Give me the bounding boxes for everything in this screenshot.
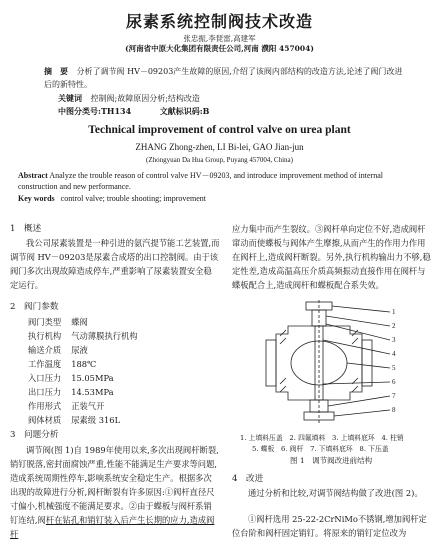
section-2-title: 2 阀门参数 — [10, 302, 59, 312]
clc-value: TH134 — [100, 106, 132, 116]
figure-1-legend-line-2: 5. 蝶板 6. 阀杆 7. 下填料底环 8. 下压盖 — [252, 445, 389, 453]
parameter-row — [28, 315, 148, 329]
clc-label: 中图分类号: — [58, 106, 101, 116]
section-3-text: 调节阀(图 1)自 1989年使用以来,多次出现阀杆断裂,销钉脱落,密封面腐蚀严重,性能不能满足生产要求等问题,造成系统周期性停车,影响系统安全稳定生产。根据多次出现的故障进行分析,阀杆断裂有许多原因:①阀杆直径尺寸偏小,机械强度不能满足要求。②由于蝶板与阀杆系销钉连结,阀 — [10, 445, 219, 525]
section-4-item-1: ①阀杆选用 25-22-2CrNiMo不锈钢,增加阀杆定位台阶和阀杆固定销钉。将原来的销钉定位改为 — [232, 514, 427, 538]
doc-code-value: B — [202, 106, 210, 116]
figure-1-legend-line-1: 1. 上填料压盖 2. 四氟填料 3. 上填料底环 4. 柱销 — [240, 434, 404, 442]
section-3-title: 3 问题分析 — [10, 430, 59, 440]
parameter-value: 气动薄膜执行机构 — [71, 331, 138, 341]
parameter-name: 输送介质 — [28, 345, 62, 355]
parameter-name: 作用形式 — [28, 401, 62, 411]
parameter-name: 阀门类型 — [28, 317, 62, 327]
parameter-row — [28, 385, 148, 399]
parameter-row — [28, 329, 148, 343]
affiliation-cn: (河南省中原大化集团有限责任公司,河南 濮阳 457004) — [125, 44, 314, 53]
parameter-name: 执行机构 — [28, 331, 62, 341]
parameter-value: 188℃ — [71, 359, 97, 369]
parameter-name: 出口压力 — [28, 387, 62, 397]
figure-callout-5: 5 — [392, 364, 396, 372]
section-3-body — [10, 443, 220, 541]
parameter-row — [28, 343, 148, 357]
figure-callout-2: 2 — [392, 322, 396, 330]
parameter-name: 阀体材质 — [28, 415, 62, 425]
authors-cn: 张忠振,李琵雷,高建军 — [183, 34, 256, 43]
parameter-name: 入口压力 — [28, 373, 62, 383]
section-4-title: 4 改进 — [232, 474, 264, 484]
keywords-en — [18, 193, 423, 204]
paper-title-cn: 尿素系统控制阀技术改造 — [125, 12, 313, 31]
classification-cn — [58, 105, 418, 118]
section-1-body: 我公司尿素装置是一种引进的氨汽提节能工艺装置,而调节阀 HV－09203是尿素合成塔的出口控制阀。由于该阀门多次出现故障造成停车,严重影响了尿素装置安全稳定运行。 — [10, 238, 220, 290]
keywords-cn — [58, 92, 418, 105]
parameter-table — [28, 315, 148, 427]
parameter-row — [28, 399, 148, 413]
abstract-cn-label: 摘 要 — [44, 66, 68, 76]
figure-callout-4: 4 — [392, 350, 396, 358]
abstract-en — [18, 170, 423, 192]
section-3-text-underlined: 杆在钻孔和销钉装入后产生长期的应力,造成阀杆 — [10, 515, 215, 539]
paper-title-en: Technical improvement of control valve on urea plant — [88, 124, 351, 136]
figure-callout-3: 3 — [392, 336, 396, 344]
figure-1-valve-diagram — [258, 300, 403, 428]
keywords-cn-text: 控制阀;故障原因分析;结构改造 — [90, 94, 200, 103]
parameter-name: 工作温度 — [28, 359, 62, 369]
parameter-value: 14.53MPa — [71, 387, 114, 397]
section-1-title: 1 概述 — [10, 224, 42, 234]
parameter-row — [28, 357, 148, 371]
abstract-en-label: Abstract — [18, 171, 48, 180]
affiliation-en: (Zhongyuan Da Hua Group, Puyang 457004, China) — [146, 156, 293, 164]
abstract-cn-text: 分析了调节阀 HV－09203产生故障的原因,介绍了该阀内部结构的改造方法,论述了阀门改进后的新特性。 — [44, 67, 403, 89]
keywords-cn-label: 关键词 — [58, 93, 82, 103]
section-4-intro: 通过分析和比较,对调节阀结构做了改进(图 2)。 — [248, 488, 423, 498]
parameter-row — [28, 413, 148, 427]
parameter-value: 尿液 — [71, 345, 88, 355]
left-flange — [266, 340, 276, 386]
figure-callout-6: 6 — [392, 378, 396, 386]
parameter-row — [28, 371, 148, 385]
figure-callout-7: 7 — [392, 392, 396, 400]
doc-code-label: 文献标识码: — [159, 106, 203, 116]
right-flange — [362, 340, 372, 386]
figure-callout-1: 1 — [392, 308, 396, 316]
parameter-value: 蝶阀 — [71, 317, 88, 327]
figure-callout-8: 8 — [392, 406, 396, 414]
keywords-en-text: control valve; trouble shooting; improvement — [60, 194, 206, 203]
figure-1-caption: 图 1 调节阀改进前结构 — [290, 456, 373, 465]
parameter-value: 尿素级 316L — [71, 415, 121, 425]
authors-en: ZHANG Zhong-zhen, LI Bi-lei, GAO Jian-jun — [135, 142, 304, 152]
parameter-value: 15.05MPa — [71, 373, 114, 383]
abstract-cn — [44, 65, 404, 91]
parameter-value: 正装气开 — [71, 401, 105, 411]
abstract-en-text: Analyze the trouble reason of control valve HV－09203, and introduce improvement method of internal construction and new performance. — [18, 171, 384, 191]
section-3-continued: 应力集中而产生裂纹。③阀杆单向定位不好,造成阀杆窜动而使蝶板与阀体产生摩擦,从而产生的作用力作用在阀杆上,造成阀杆断裂。另外,执行机构输出力不够,稳定性差,造成高温高压介质高频振动直接作用在阀杆与蝶板配合上,造成阀杆和蝶板配合系失效。 — [232, 224, 431, 290]
keywords-en-label: Key words — [18, 194, 55, 203]
